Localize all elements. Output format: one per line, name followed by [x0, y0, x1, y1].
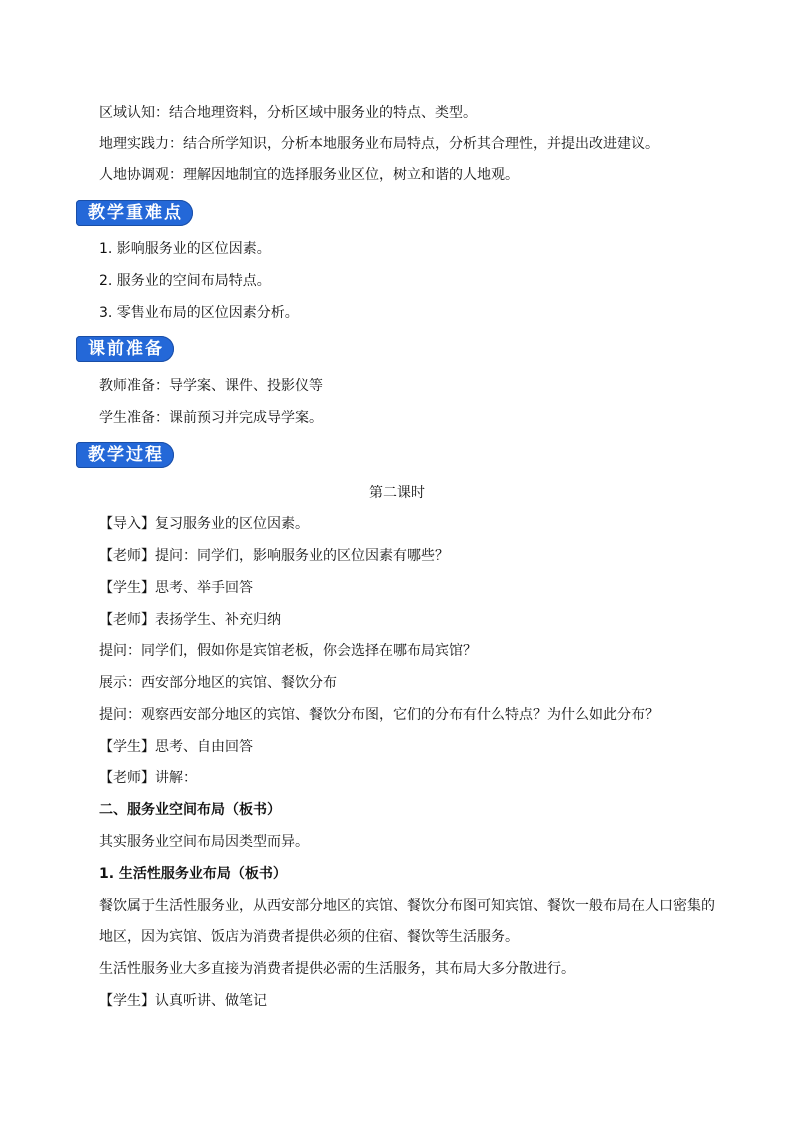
objective-regional-cognition: 区域认知：结合地理资料，分析区域中服务业的特点、类型。 — [99, 105, 477, 121]
paragraph-catering: 餐饮属于生活性服务业，从西安部分地区的宾馆、餐饮分布图可知宾馆、餐饮一般布局在人口密集的地区，因为宾馆、饭店为消费者提供必须的住宿、餐饮等生活服务。 — [99, 898, 715, 945]
process-line-last: 【学生】认真听讲、做笔记 — [99, 993, 267, 1009]
heading-process: 教学过程 — [76, 442, 174, 468]
process-line: 【学生】思考、自由回答 — [99, 739, 253, 755]
subheading-consumer-services: 1. 生活性服务业布局（板书） — [99, 866, 287, 882]
preparation-student: 学生准备：课前预习并完成导学案。 — [99, 410, 323, 426]
process-line: 【学生】思考、举手回答 — [99, 580, 253, 596]
heading-key-points: 教学重难点 — [76, 200, 193, 226]
subheading-service-layout: 二、服务业空间布局（板书） — [99, 802, 281, 818]
heading-preparation: 课前准备 — [76, 336, 174, 362]
process-line: 提问：观察西安部分地区的宾馆、餐饮分布图，它们的分布有什么特点？为什么如此分布？ — [99, 707, 659, 723]
key-point-item: 3. 零售业布局的区位因素分析。 — [99, 305, 299, 321]
process-line: 【老师】表扬学生、补充归纳 — [99, 612, 281, 628]
process-line: 【老师】提问：同学们，影响服务业的区位因素有哪些？ — [99, 548, 449, 564]
key-point-item: 1. 影响服务业的区位因素。 — [99, 241, 271, 257]
paragraph-consumer-services: 生活性服务业大多直接为消费者提供必需的生活服务，其布局大多分散进行。 — [99, 961, 575, 977]
process-line: 提问：同学们，假如你是宾馆老板，你会选择在哪布局宾馆？ — [99, 643, 477, 659]
key-point-item: 2. 服务业的空间布局特点。 — [99, 273, 271, 289]
process-line: 【老师】讲解： — [99, 770, 197, 786]
preparation-teacher: 教师准备：导学案、课件、投影仪等 — [99, 378, 323, 394]
objective-human-land: 人地协调观：理解因地制宜的选择服务业区位，树立和谐的人地观。 — [99, 167, 519, 183]
lesson-label: 第二课时 — [369, 485, 425, 501]
intro-line: 其实服务业空间布局因类型而异。 — [99, 834, 309, 850]
process-line: 展示：西安部分地区的宾馆、餐饮分布 — [99, 675, 337, 691]
process-line: 【导入】复习服务业的区位因素。 — [99, 516, 309, 532]
objective-geo-practice: 地理实践力：结合所学知识，分析本地服务业布局特点，分析其合理性，并提出改进建议。 — [99, 136, 659, 152]
